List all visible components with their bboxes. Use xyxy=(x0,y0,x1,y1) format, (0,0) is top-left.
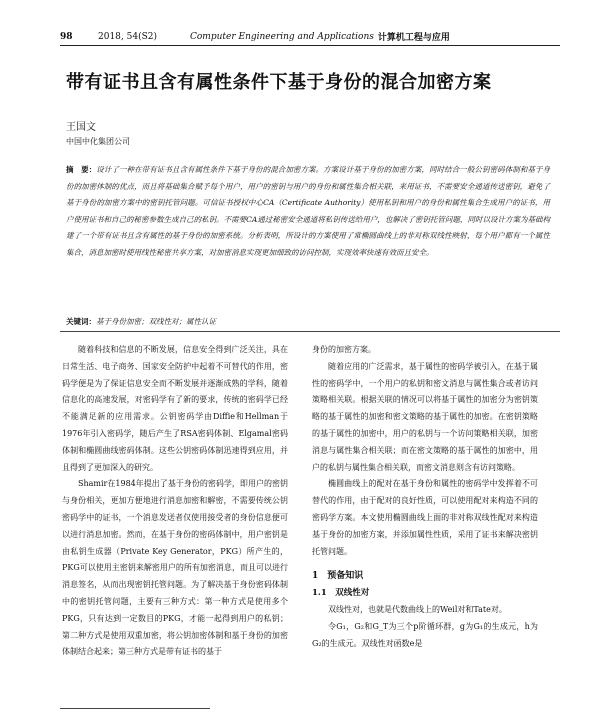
journal-name-cn: 计算机工程与应用 xyxy=(377,33,450,43)
right-column xyxy=(312,342,538,652)
abstract-divider xyxy=(60,331,560,332)
paper-title: 带有证书且含有属性条件下基于身份的混合加密方案 xyxy=(66,72,492,93)
keywords-text: 基于身份加密；双线性对；属性认证 xyxy=(96,317,216,326)
keywords xyxy=(66,316,550,327)
header-rule xyxy=(60,45,560,46)
footnote-rule xyxy=(60,708,210,709)
body-paragraph: 令G₁，G₂和G_T为三个p阶循环群，g为G₁的生成元，h为G₂的生成元。双线性对函数e是 xyxy=(312,621,538,648)
body-paragraph: 随着应用的广泛需求，基于属性的密码学被引入，在基于属性的密码学中，一个用户的私钥和密文消息与属性集合或者访问策略相关联。根据关联的情况可以将基于属性的加密分为密钥策略的基于属性的加密和密文策略的基于属性的加密。在密钥策略的基于属性的加密中，用户的私钥与一个访问策略相关联，加密消息与属性集合相关联；而在密文策略的基于属性的加密中，用户的私钥与属性集合相关联，而密文消息则含有访问策略。 xyxy=(312,361,538,472)
body-paragraph: 椭圆曲线上的配对在基于身份和属性的密码学中发挥着不可替代的作用，由于配对的良好性质，可以使用配对来构造不同的密码学方案。本文使用椭圆曲线上面的非对称双线性配对来构造基于身份的加密方案，并添加属性性质，采用了证书来解决密钥托管问题。 xyxy=(312,479,538,556)
body-paragraph: 双线性对，也就是代数曲线上的Weil对和Tate对。 xyxy=(328,604,507,614)
body-paragraph-continuation: 身份的加密方案。 xyxy=(312,345,376,354)
body-paragraph: Shamir在1984年提出了基于身份的密码学，即用户的密钥与身份相关，更加方便地进行消息加密和解密，不需要传统公钥密码学中的证书，一个消息发送者仅使用接受者的身份信息便可以进行消息加密。然而，在基于身份的密码体制中，用户密钥是由私钥生成器（Private Key Generator，PKG）所产生的，PKG可以使用主密钥来解密用户的所有加密消息，而且可以进行消息签名，从而出现密钥托管问题。为了解决基于身份密码体制中的密钥托管问题，主要有三种方式：第一种方式是使用多个PKG，只有达到一定数目的PKG，才能一起得到用户的私钥；第二种方式是使用双重加密，将公钥加密体制和基于身份的加密体制结合起来；第三种方式是带有证书的基于 xyxy=(62,479,288,657)
left-column xyxy=(62,342,288,661)
author-affiliation: 中国中化集团公司 xyxy=(66,137,130,146)
subsection-heading: 1.1 双线性对 xyxy=(312,588,370,599)
keywords-label: 关键词： xyxy=(66,317,96,326)
journal-name-en: Computer Engineering and Applications xyxy=(190,31,374,42)
volume-info: 2018, 54(S2) xyxy=(98,31,157,42)
body-paragraph: 随着科技和信息的不断发展，信息安全得到广泛关注，具在日常生活、电子商务、国家安全防护中起着不可替代的作用，密码学便是为了保证信息安全而不断发展并逐渐成熟的学科，随着信息化的高速发展，对密码学有了新的要求，传统的密码学已经不能满足新的应用需求。公钥密码学由Diffie和Hellman于1976年引入密码学，随后产生了RSA密码体制、Elgamal密码体制和椭圆曲线密码体制。这些公钥密码体制迅速得到应用，并且得到了更加深入的研究。 xyxy=(62,345,288,472)
author-name: 王国文 xyxy=(66,122,96,133)
running-header xyxy=(60,30,560,43)
page-number: 98 xyxy=(60,31,73,42)
section-heading: 1 预备知识 xyxy=(312,571,364,582)
abstract-label: 摘 要： xyxy=(66,165,97,174)
abstract-text: 设计了一种在带有证书且含有属性条件下基于身份的混合加密方案。方案设计基于身份的加密方案，同时结合一般公钥密码体制和基于身份的加密体制的优点，而且将基础集合赋予每个用户，用户的密钥与用户的身份和属性集合相关联，来用证书，不需要安全通道传送密钥，避免了基于身份的加密方案中的密钥托管问题。可信证书授权中心CA（Certificate Authority）使用私钥和用户的身份和属性集合生成用户的证书，用户使用证书和自己的秘密参数生成自己的私钥。不需要CA通过秘密安全通道将私钥传送给用户，也解决了密钥托管问题，同时以设计方案为基础构建了一个带有证书且含有属性的基于身份的加密系统。分析表明，所设计的方案使用了常椭圆曲线上的非对称双线性映射，每个用户都有一个属性集合，消息加密时使用线性秘密共享方案，对加密消息实现更加细致的访问控制，实现效率快速有效而且安全。 xyxy=(66,165,551,257)
abstract xyxy=(66,162,550,262)
